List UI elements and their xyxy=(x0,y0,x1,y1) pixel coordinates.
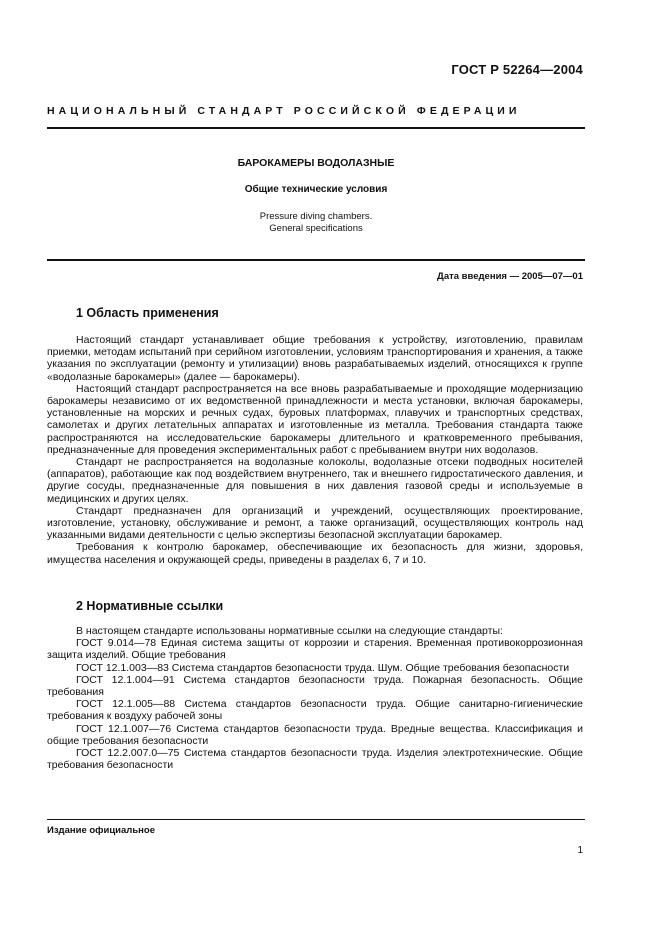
section-2-body xyxy=(47,625,583,771)
footer-rule xyxy=(47,819,585,820)
official-edition-note: Издание официальное xyxy=(47,825,155,836)
national-standard-banner: НАЦИОНАЛЬНЫЙ СТАНДАРТ РОССИЙСКОЙ ФЕДЕРАЦИИ xyxy=(47,105,521,117)
english-title-line-2: General specifications xyxy=(269,223,363,234)
english-title-line-1: Pressure diving chambers. xyxy=(259,211,373,222)
section-1-body xyxy=(47,334,583,566)
page-number: 1 xyxy=(577,845,583,856)
paragraph: Стандарт не распространяется на водолазные колоколы, водолазные отсеки подводных носителей (аппаратов), работающие как под воздействием внутреннего, так и внешнего гидростатического давления, и другие сосуды, предназначенные для повышения в них давления газовой среды и используемые в медицинских и других целях. xyxy=(47,456,583,505)
paragraph: Настоящий стандарт устанавливает общие требования к устройству, изготовлению, правилам приемки, методам испытаний при серийном изготовлении, условиям транспортирования и хранения, а также указания по эксплуатации (ремонту и утилизации) вновь разрабатываемых изделий, относящихся к группе «водолазные барокамеры» (далее — барокамеры). xyxy=(47,334,583,383)
paragraph: Требования к контролю барокамер, обеспечивающие их безопасность для жизни, здоровья, имущества населения и окружающей среды, приведены в разделах 6, 7 и 10. xyxy=(47,541,583,566)
title-rule xyxy=(47,259,585,261)
english-title xyxy=(47,211,585,235)
header-rule xyxy=(47,127,585,129)
section-1-heading: 1 Область применения xyxy=(76,306,219,320)
reference-item: ГОСТ 12.2.007.0—75 Система стандартов безопасности труда. Изделия электротехнические. Общие требования безопасности xyxy=(47,747,583,772)
paragraph: Стандарт предназначен для организаций и учреждений, осуществляющих проектирование, изготовление, установку, обслуживание и ремонт, а также организаций, осуществляющих контроль над указанными видами деятельности с целью экспертизы безопасной эксплуатации барокамер. xyxy=(47,504,583,542)
reference-item: ГОСТ 12.1.007—76 Система стандартов безопасности труда. Вредные вещества. Классификация и общие требования безопасности xyxy=(47,722,583,747)
document-code: ГОСТ Р 52264—2004 xyxy=(451,62,583,77)
section-2-heading: 2 Нормативные ссылки xyxy=(76,599,224,613)
document-title: БАРОКАМЕРЫ ВОДОЛАЗНЫЕ xyxy=(237,157,395,169)
document-subtitle: Общие технические условия xyxy=(244,184,388,195)
paragraph: Настоящий стандарт распространяется на все вновь разрабатываемые и проходящие модернизацию барокамеры независимо от их ведомственной принадлежности и места установки, включая барокамеры, установленные на морских и речных судах, буровых платформах, плавучих и транспортных средствах, самолетах и других летательных аппаратах и изготовленные из металла. Требования стандарта также распространяются на исследовательские барокамеры длительного и кратковременного пребывания, предназначенные для проведения экспериментальных работ с пребыванием внутри них водолазов. xyxy=(47,382,583,456)
reference-item: ГОСТ 12.1.005—88 Система стандартов безопасности труда. Общие санитарно-гигиенические требования к воздуху рабочей зоны xyxy=(47,698,583,723)
introduction-date: Дата введения — 2005—07—01 xyxy=(437,271,583,282)
reference-item: ГОСТ 9.014—78 Единая система защиты от коррозии и старения. Временная противокоррозионная защита изделий. Общие требования xyxy=(47,637,583,662)
reference-item: ГОСТ 12.1.003—83 Система стандартов безопасности труда. Шум. Общие требования безопасности xyxy=(76,661,570,674)
reference-item: ГОСТ 12.1.004—91 Система стандартов безопасности труда. Пожарная безопасность. Общие требования xyxy=(47,673,583,699)
paragraph: В настоящем стандарте использованы нормативные ссылки на следующие стандарты: xyxy=(76,625,503,637)
